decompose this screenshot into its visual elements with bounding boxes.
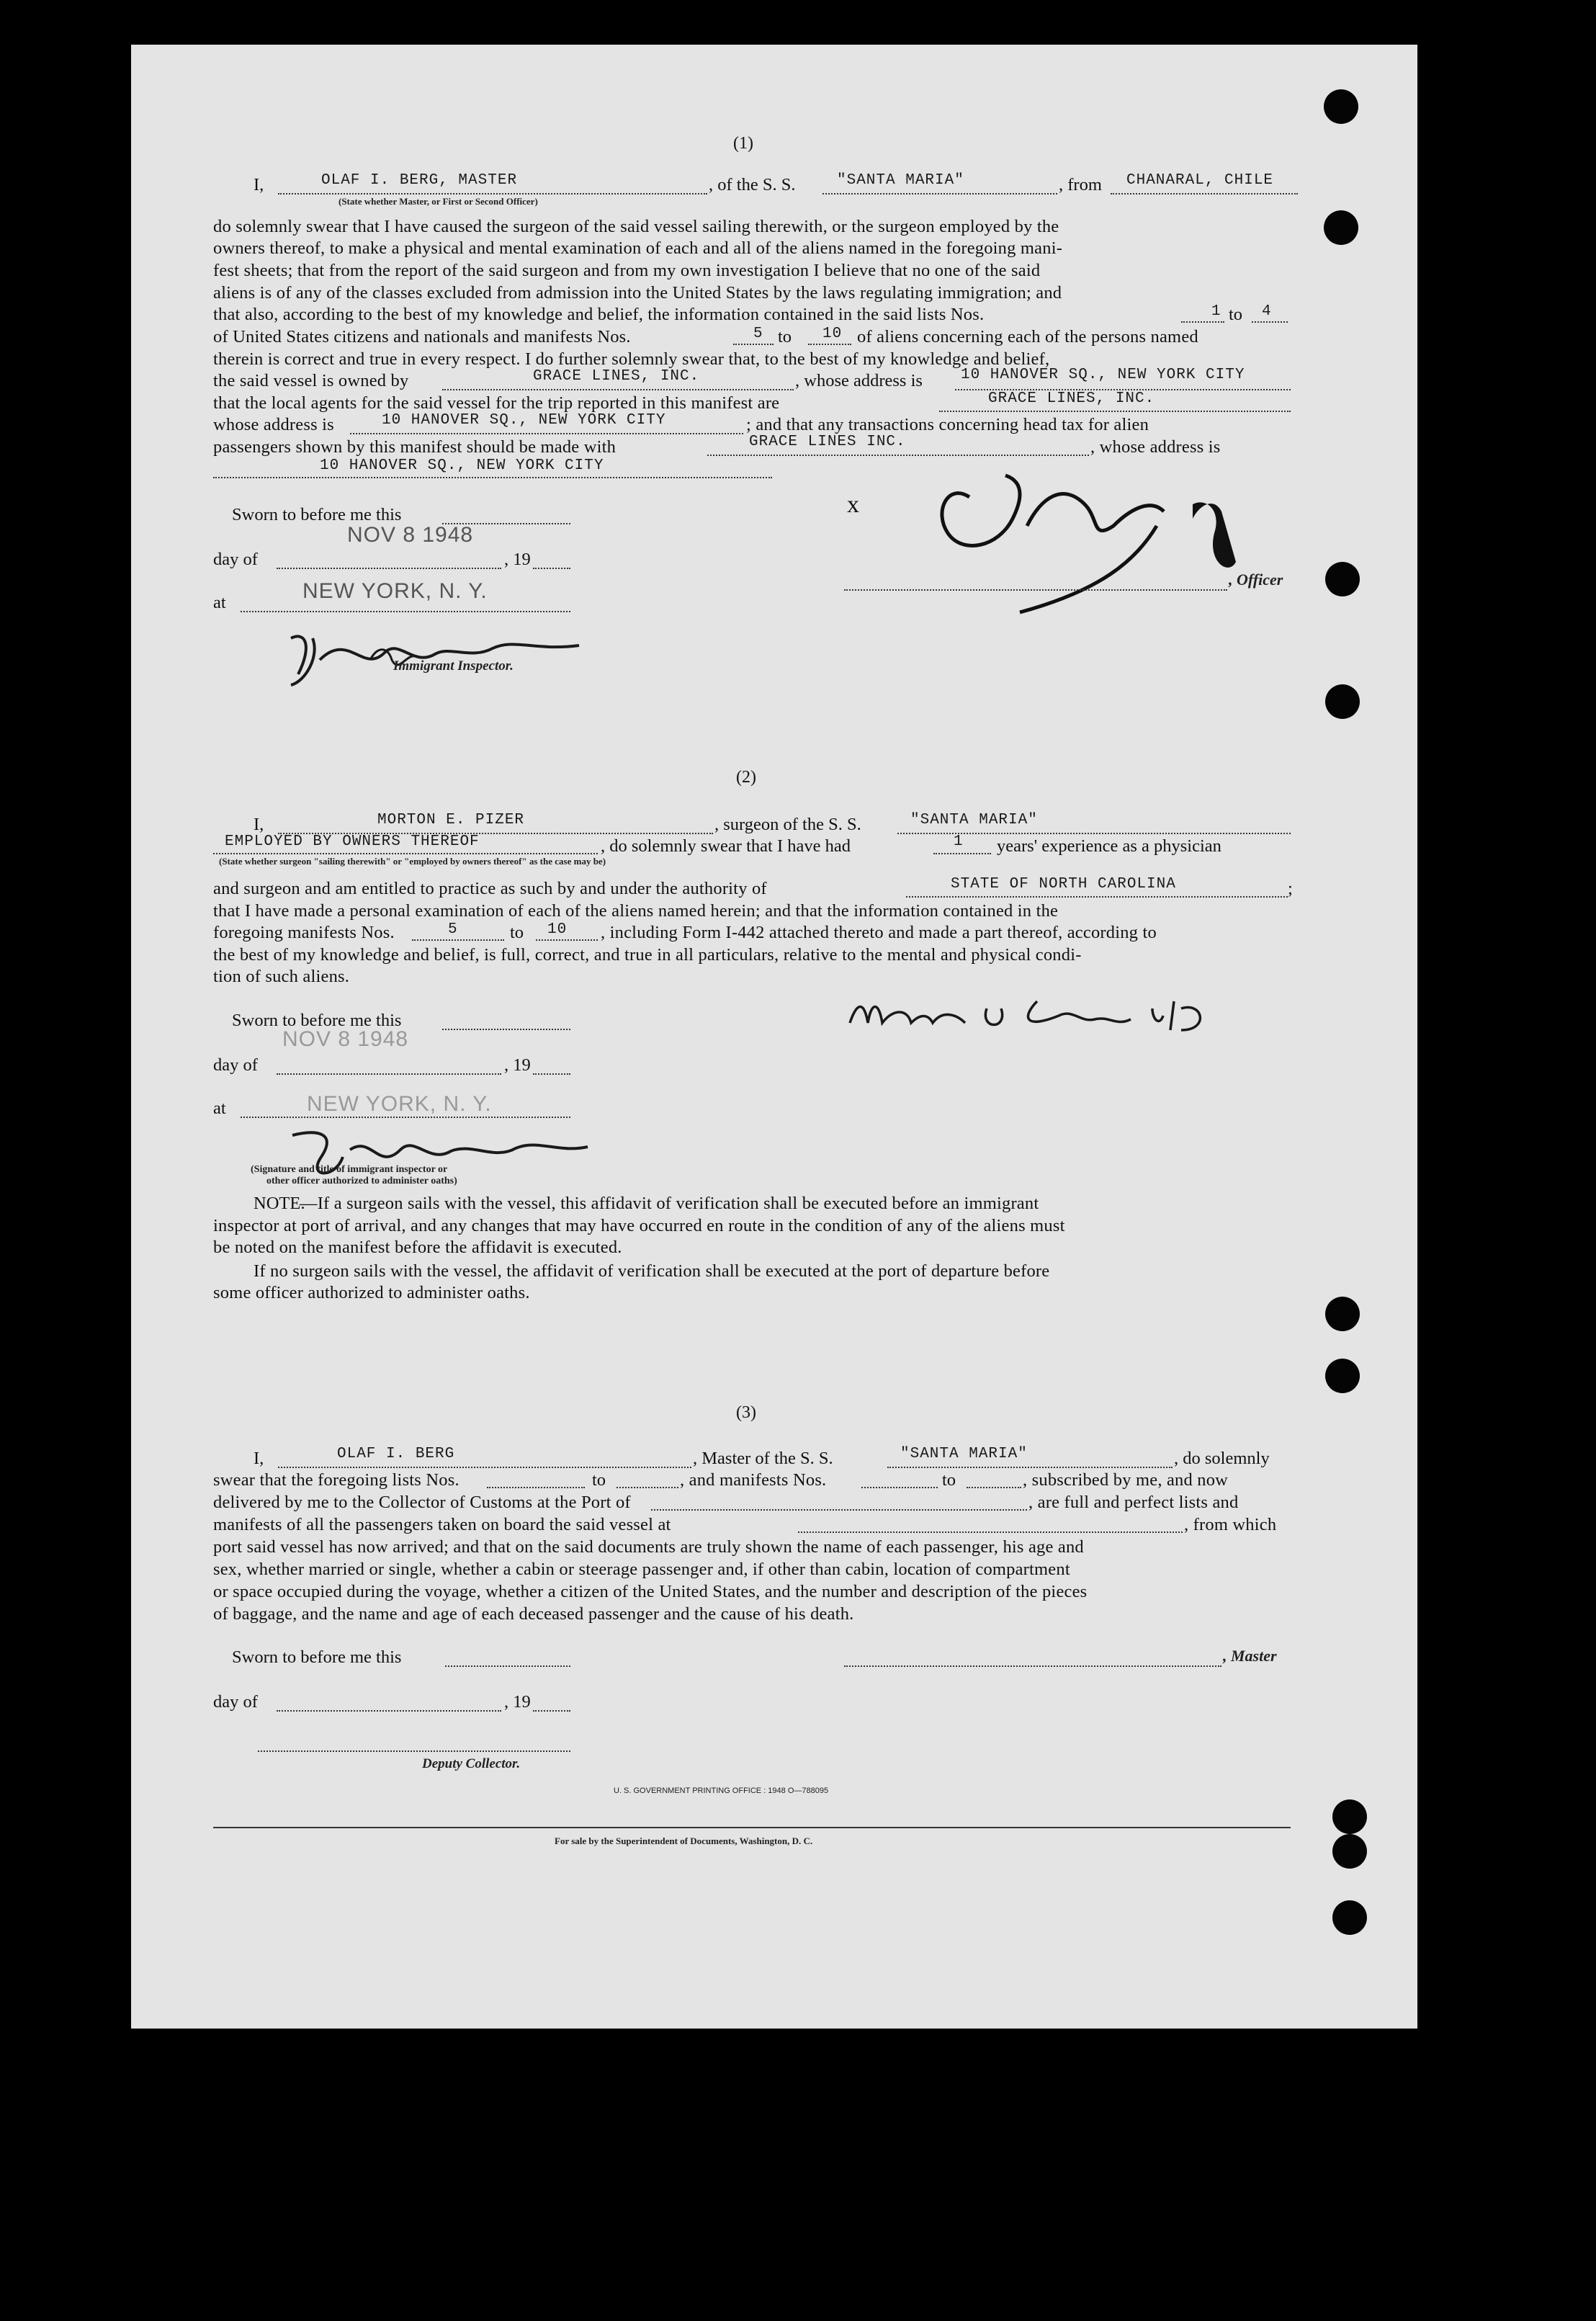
note-label: NOTE. xyxy=(254,1194,305,1213)
lists-from: 1 xyxy=(1211,303,1221,320)
fill-line xyxy=(277,568,501,569)
lists-to: 4 xyxy=(1262,303,1272,320)
fill-line xyxy=(798,1531,1183,1533)
fill-line xyxy=(241,1117,570,1118)
fill-line xyxy=(533,568,570,569)
note-line: some officer authorized to administer oaths. xyxy=(213,1283,530,1302)
binder-hole xyxy=(1325,1359,1360,1393)
body-line: , are full and perfect lists and xyxy=(1028,1493,1239,1512)
place-stamp: NEW YORK, N. Y. xyxy=(302,579,488,603)
body-line: aliens is of any of the classes excluded from admission into the United States by the laws regulating immigration; and xyxy=(213,283,1062,303)
footer-rule xyxy=(213,1827,1291,1828)
text: years' experience as a physician xyxy=(997,836,1221,856)
body-line: , subscribed by me, and now xyxy=(1023,1470,1229,1490)
officer-caption: , Officer xyxy=(1229,571,1283,589)
fill-line xyxy=(533,1073,570,1075)
vessel-name: "SANTA MARIA" xyxy=(837,172,964,189)
fill-line xyxy=(442,1029,570,1030)
fill-line xyxy=(213,853,598,854)
fill-line xyxy=(533,1710,570,1712)
vessel-name: "SANTA MARIA" xyxy=(900,1446,1028,1462)
fill-line xyxy=(1111,193,1298,194)
manifest-from: 5 xyxy=(448,921,458,938)
body-line: that the local agents for the said vessel for the trip reported in this manifest are xyxy=(213,393,780,413)
inspector-caption: other officer authorized to administer oaths) xyxy=(266,1176,457,1186)
fill-line xyxy=(617,1487,678,1488)
fill-line xyxy=(277,1710,501,1712)
fill-line xyxy=(808,344,851,345)
note-line: If no surgeon sails with the vessel, the affidavit of verification shall be executed at the port of departure before xyxy=(254,1261,1050,1281)
manifest-to: 10 xyxy=(547,921,568,938)
fill-line xyxy=(1252,321,1288,323)
binder-hole xyxy=(1332,1900,1367,1935)
fill-line xyxy=(822,193,1057,194)
text: , 19 xyxy=(504,1692,531,1712)
local-agents: GRACE LINES, INC. xyxy=(988,390,1155,407)
note-line: —If a surgeon sails with the vessel, this affidavit of verification shall be executed before an immigrant xyxy=(300,1194,1039,1213)
fill-line xyxy=(445,1665,570,1667)
body-line: ; and that any transactions concerning head tax for alien xyxy=(746,415,1149,434)
text: to xyxy=(510,923,524,942)
binder-hole xyxy=(1332,1799,1367,1834)
sale-notice: For sale by the Superintendent of Documents, Washington, D. C. xyxy=(555,1835,813,1846)
place-stamp: NEW YORK, N. Y. xyxy=(307,1092,492,1116)
text: to xyxy=(592,1470,606,1490)
note-line: inspector at port of arrival, and any changes that may have occurred en route in the condition of any of the aliens must xyxy=(213,1216,1065,1235)
body-line: , and manifests Nos. xyxy=(680,1470,827,1490)
text: , surgeon of the S. S. xyxy=(714,815,861,834)
body-line: foregoing manifests Nos. xyxy=(213,923,395,942)
vessel-owner: GRACE LINES, INC. xyxy=(533,368,700,385)
master-caption: , Master xyxy=(1223,1647,1277,1665)
text: , 19 xyxy=(504,550,531,569)
binder-hole xyxy=(1325,684,1360,719)
body-line: of United States citizens and nationals and manifests Nos. xyxy=(213,327,631,346)
fill-line xyxy=(1181,321,1224,323)
fill-line xyxy=(487,1487,585,1488)
sworn-text: Sworn to before me this xyxy=(232,1011,402,1030)
text: to xyxy=(778,327,792,346)
x-mark: x xyxy=(847,491,859,518)
date-stamp: NOV 8 1948 xyxy=(347,523,474,547)
fill-line xyxy=(933,853,991,854)
text: to xyxy=(1229,305,1243,324)
departure-port: CHANARAL, CHILE xyxy=(1126,172,1274,189)
officer-name: OLAF I. BERG, MASTER xyxy=(321,172,518,189)
fill-line xyxy=(278,1467,691,1468)
fill-line xyxy=(887,1467,1173,1468)
fill-line xyxy=(844,1665,1221,1667)
fill-line xyxy=(939,411,1291,412)
body-line: that also, according to the best of my knowledge and belief, the information contained in the said lists Nos. xyxy=(213,305,985,324)
date-stamp: NOV 8 1948 xyxy=(282,1027,409,1051)
section-number: (3) xyxy=(736,1403,756,1422)
section-number: (1) xyxy=(733,134,753,153)
owner-address: 10 HANOVER SQ., NEW YORK CITY xyxy=(961,367,1245,383)
sworn-text: Sworn to before me this xyxy=(232,505,402,524)
text: at xyxy=(213,1099,226,1118)
body-line: , whose address is xyxy=(1090,437,1221,457)
licensing-authority: STATE OF NORTH CAROLINA xyxy=(951,876,1176,893)
body-line: the best of my knowledge and belief, is full, correct, and true in all particulars, relative to the mental and physical condi- xyxy=(213,945,1082,965)
inspector-signature xyxy=(262,617,601,696)
text: , of the S. S. xyxy=(709,175,796,194)
text: I, xyxy=(254,815,264,834)
text: day of xyxy=(213,1692,258,1712)
master-name: OLAF I. BERG xyxy=(337,1446,455,1462)
body-line: or space occupied during the voyage, whether a citizen of the United States, and the number and description of the pieces xyxy=(213,1582,1088,1601)
years-experience: 1 xyxy=(954,833,964,850)
fill-line xyxy=(412,939,504,941)
fill-line xyxy=(241,611,570,612)
fill-line xyxy=(906,896,1288,898)
head-tax-address: 10 HANOVER SQ., NEW YORK CITY xyxy=(320,457,604,474)
fill-line xyxy=(651,1509,1027,1511)
note-line: be noted on the manifest before the affidavit is executed. xyxy=(213,1238,622,1257)
body-line: therein is correct and true in every respect. I do further solemnly swear that, to the best of my knowledge and belief, xyxy=(213,349,1050,369)
agent-address: 10 HANOVER SQ., NEW YORK CITY xyxy=(382,412,666,429)
surgeon-name: MORTON E. PIZER xyxy=(377,812,525,828)
text: ; xyxy=(1288,879,1293,898)
body-line: port said vessel has now arrived; and that on the said documents are truly shown the name of each passenger, his age and xyxy=(213,1537,1084,1557)
text: , do solemnly swear that I have had xyxy=(601,836,851,856)
text: to xyxy=(942,1470,956,1490)
body-line: whose address is xyxy=(213,415,334,434)
body-line: sex, whether married or single, whether a cabin or steerage passenger and, if other than cabin, location of compartment xyxy=(213,1560,1070,1579)
fill-line xyxy=(213,477,772,478)
binder-hole xyxy=(1324,210,1358,245)
text: , whose address is xyxy=(795,371,923,390)
body-line: , including Form I-442 attached thereto and made a part thereof, according to xyxy=(601,923,1157,942)
fill-line xyxy=(277,1073,501,1075)
body-line: do solemnly swear that I have caused the surgeon of the said vessel sailing therewith, or the surgeon employed by the xyxy=(213,217,1059,236)
text: , from xyxy=(1059,175,1102,194)
fill-line xyxy=(861,1487,938,1488)
body-line: owners thereof, to make a physical and mental examination of each and all of the aliens named in the foregoing mani- xyxy=(213,238,1063,258)
binder-hole xyxy=(1325,1297,1360,1331)
binder-hole xyxy=(1332,1834,1367,1869)
binder-hole xyxy=(1325,562,1360,596)
fill-line xyxy=(536,939,598,941)
manifest-from: 5 xyxy=(753,326,763,342)
fill-line xyxy=(733,344,774,345)
text: day of xyxy=(213,550,258,569)
text: , do solemnly xyxy=(1174,1449,1270,1468)
body-line: tion of such aliens. xyxy=(213,967,350,986)
fill-line xyxy=(350,433,743,434)
body-line: of baggage, and the name and age of each deceased passenger and the cause of his death. xyxy=(213,1604,854,1624)
text: , Master of the S. S. xyxy=(693,1449,833,1468)
vessel-name: "SANTA MARIA" xyxy=(910,812,1038,828)
body-line: the said vessel is owned by xyxy=(213,371,409,390)
binder-hole xyxy=(1324,89,1358,124)
sworn-text: Sworn to before me this xyxy=(232,1647,402,1667)
fill-line xyxy=(278,193,707,194)
section-number: (2) xyxy=(736,768,756,787)
body-line: manifests of all the passengers taken on board the said vessel at xyxy=(213,1515,671,1534)
body-line: , from which xyxy=(1184,1515,1277,1534)
body-line: that I have made a personal examination of each of the aliens named herein; and that the information contained in the xyxy=(213,901,1059,921)
head-tax-party: GRACE LINES INC. xyxy=(749,434,906,450)
fill-line xyxy=(442,389,794,390)
body-line: and surgeon and am entitled to practice as such by and under the authority of xyxy=(213,879,767,898)
inspector-caption: (Signature and title of immigrant inspector or xyxy=(251,1164,448,1175)
officer-caption: (State whether Master, or First or Second Officer) xyxy=(339,196,538,207)
text: at xyxy=(213,593,226,612)
body-line: delivered by me to the Collector of Customs at the Port of xyxy=(213,1493,631,1512)
surgeon-signature xyxy=(843,987,1246,1045)
text: day of xyxy=(213,1055,258,1075)
deputy-caption: Deputy Collector. xyxy=(422,1756,521,1771)
body-line: passengers shown by this manifest should be made with xyxy=(213,437,617,457)
inspector-caption: Immigrant Inspector. xyxy=(393,658,514,674)
text: I, xyxy=(254,175,264,194)
employment-caption: (State whether surgeon "sailing therewith" or "employed by owners thereof" as the case may be) xyxy=(219,856,606,867)
master-signature xyxy=(919,454,1243,620)
body-line: fest sheets; that from the report of the said surgeon and from my own investigation I believe that no one of the said xyxy=(213,261,1041,280)
fill-line xyxy=(844,589,1227,591)
fill-line xyxy=(967,1487,1021,1488)
surgeon-employment: EMPLOYED BY OWNERS THEREOF xyxy=(225,833,480,850)
fill-line xyxy=(258,1750,570,1752)
body-line: swear that the foregoing lists Nos. xyxy=(213,1470,459,1490)
text: I, xyxy=(254,1449,264,1468)
body-line: of aliens concerning each of the persons named xyxy=(857,327,1198,346)
printing-office-line: U. S. GOVERNMENT PRINTING OFFICE : 1948 O—788095 xyxy=(614,1786,829,1795)
manifest-to: 10 xyxy=(822,326,843,342)
text: , 19 xyxy=(504,1055,531,1075)
